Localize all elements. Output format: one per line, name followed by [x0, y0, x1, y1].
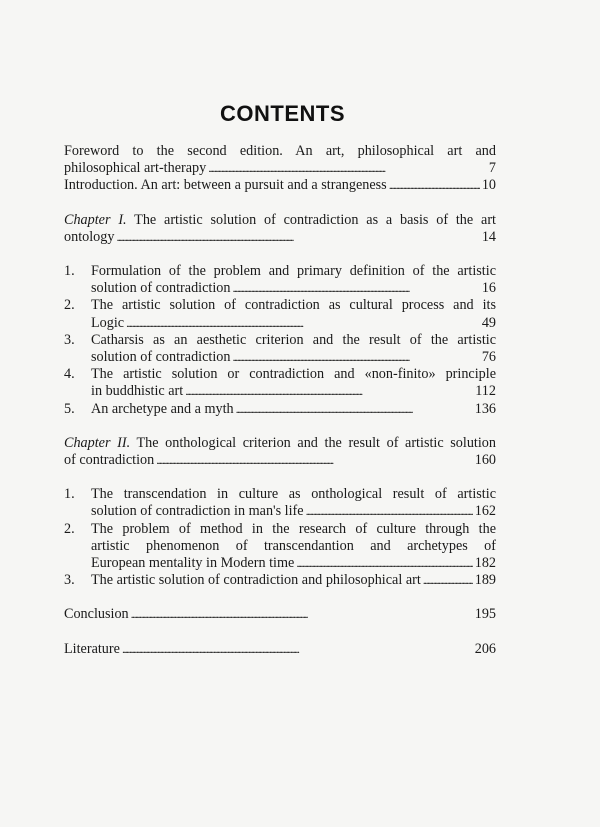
section-number: 2. — [64, 520, 75, 537]
chapter-label: Chapter I. — [64, 211, 127, 228]
toc-entry-conclusion[interactable] — [64, 606, 496, 623]
dot-leader — [156, 452, 473, 469]
entry-text: An archetype and a myth — [91, 400, 234, 417]
section-number: 1. — [64, 263, 75, 280]
dot-leader — [208, 160, 487, 177]
entry-text: The onthological criterion and the result of artistic solution — [136, 434, 496, 451]
entry-text: philosophical art-therapy — [64, 160, 207, 177]
toc-entry-section[interactable] — [64, 263, 496, 297]
dot-leader — [236, 401, 473, 418]
section-number: 2. — [64, 297, 75, 314]
chapter-label: Chapter II. — [64, 434, 131, 451]
entry-text: Logic — [91, 314, 125, 331]
toc-entry-literature[interactable] — [64, 641, 496, 658]
toc-entry-foreword[interactable] — [64, 143, 496, 177]
page-number: 160 — [474, 452, 496, 469]
entry-text: Conclusion — [64, 606, 129, 623]
toc-entry-section[interactable] — [64, 401, 496, 418]
dot-leader — [423, 572, 473, 589]
entry-text: solution of contradiction — [91, 349, 231, 366]
entry-text: Foreword to the second edition. An art, philosophical art and — [64, 143, 496, 159]
entry-text: The artistic solution of contradiction as a basis of the art — [134, 211, 496, 228]
entry-text: solution of contradiction in man's life — [91, 503, 304, 520]
toc-entry-section[interactable] — [64, 297, 496, 331]
entry-text: in buddhistic art — [91, 383, 184, 400]
entry-text: The problem of method in the research of culture through the — [91, 520, 496, 537]
page-number: 136 — [474, 400, 496, 417]
entry-text: The artistic solution of contradiction as cultural process and its — [91, 297, 496, 314]
entry-text: Introduction. An art: between a pursuit and a strangeness — [64, 177, 387, 194]
toc-entry-introduction[interactable] — [64, 177, 496, 194]
section-number: 3. — [64, 572, 75, 589]
page-number: 182 — [474, 555, 496, 572]
section-number: 3. — [64, 331, 75, 348]
page-number: 189 — [474, 572, 496, 589]
table-of-contents — [64, 143, 496, 658]
page-number: 49 — [481, 314, 496, 331]
toc-entry-section[interactable] — [64, 486, 496, 520]
entry-text: The artistic solution of contradiction and philosophical art — [91, 572, 421, 589]
entry-text: The artistic solution or contradiction and «non-finito» principle — [91, 366, 496, 383]
section-number: 5. — [64, 400, 75, 417]
page-number: 76 — [481, 349, 496, 366]
entry-text: Literature — [64, 640, 120, 657]
toc-entry-chapter-1[interactable] — [64, 212, 496, 246]
dot-leader — [306, 503, 473, 520]
entry-text: artistic phenomenon of transcendantion and archetypes of — [91, 537, 496, 554]
toc-entry-section[interactable] — [64, 572, 496, 589]
toc-entry-section[interactable] — [64, 366, 496, 400]
page-title: CONTENTS — [220, 101, 345, 126]
page-number: 14 — [481, 228, 496, 245]
entry-text: The transcendation in culture as onthological result of artistic — [91, 486, 496, 503]
entry-text: of contradiction — [64, 452, 155, 469]
entry-text: Catharsis as an aesthetic criterion and the result of the artistic — [91, 331, 496, 348]
toc-entry-chapter-2[interactable] — [64, 435, 496, 469]
dot-leader — [233, 280, 480, 297]
entry-text: European mentality in Modern time — [91, 555, 295, 572]
toc-entry-section[interactable] — [64, 332, 496, 366]
dot-leader — [233, 349, 480, 366]
entry-text: Formulation of the problem and primary definition of the artistic — [91, 263, 496, 280]
section-number: 1. — [64, 486, 75, 503]
entry-text: solution of contradiction — [91, 280, 231, 297]
dot-leader — [296, 555, 472, 572]
page-number: 7 — [488, 160, 496, 177]
dot-leader — [185, 383, 473, 400]
page-number: 10 — [481, 177, 496, 194]
toc-entry-section[interactable] — [64, 521, 496, 573]
entry-text: ontology — [64, 228, 115, 245]
page-number: 16 — [481, 280, 496, 297]
dot-leader — [116, 229, 479, 246]
page-number: 195 — [474, 606, 496, 623]
dot-leader — [131, 606, 473, 623]
dot-leader — [122, 641, 473, 658]
section-number: 4. — [64, 366, 75, 383]
dot-leader — [389, 177, 480, 194]
page-number: 206 — [474, 640, 496, 657]
dot-leader — [126, 315, 480, 332]
page-number: 112 — [475, 383, 496, 400]
page-number: 162 — [474, 503, 496, 520]
